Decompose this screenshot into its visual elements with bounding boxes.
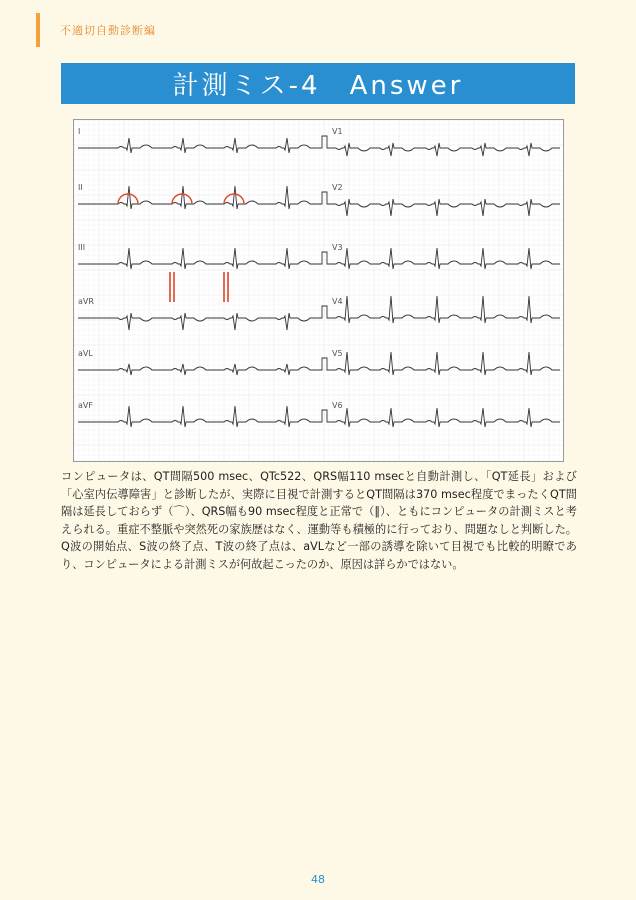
ecg-grid <box>74 120 563 461</box>
section-label: 不適切自動診断編 <box>60 24 156 37</box>
ecg-trace-v2 <box>330 199 560 216</box>
calibration-pulse <box>320 136 330 148</box>
section-accent-bar <box>36 13 40 47</box>
lead-label: III <box>78 243 86 252</box>
lead-label: I <box>78 127 81 136</box>
ecg-figure <box>73 119 564 462</box>
lead-label: II <box>78 183 83 192</box>
page-title: 計測ミス-4 Answer <box>61 63 575 104</box>
lead-label: aVF <box>78 401 93 410</box>
lead-label: V5 <box>332 349 343 358</box>
ecg-trace-v3 <box>330 248 560 269</box>
calibration-pulse <box>320 192 330 204</box>
lead-label: V2 <box>332 183 343 192</box>
lead-label: V3 <box>332 243 343 252</box>
ecg-tracing <box>74 120 563 461</box>
lead-label: V4 <box>332 297 343 306</box>
calibration-pulse <box>320 306 330 318</box>
lead-label: aVL <box>78 349 93 358</box>
body-text <box>61 468 577 574</box>
calibration-pulse <box>320 252 330 264</box>
lead-label: V6 <box>332 401 343 410</box>
page-number: 48 <box>311 873 325 886</box>
lead-label: aVR <box>78 297 94 306</box>
ecg-trace-v5 <box>330 352 560 375</box>
body-paragraph: コンピュータは、QT間隔500 msec、QTc522、QRS幅110 msecと自動計測し、「QT延長」および「心室内伝導障害」と診断したが、実際に目視で計測するとQT間隔は370 msec程度でまったくQT間隔は延長しておらず（⌒）、QRS幅も90 msec程度と正常で（‖）、ともにコンピュータの計測ミスと考えられる。重症不整脈や突然死の家族歴はなく、運動等も積極的に行っており、問題なしと判断した。Q波の開始点、S波の終了点、T波の終了点は、aVLなど一部の誘導を除いて目視でも比較的明瞭であり、コンピュータによる計測ミスが何故起こったのか、原因は詳らかではない。 <box>61 470 577 571</box>
lead-label: V1 <box>332 127 343 136</box>
ecg-trace-v6 <box>330 408 560 427</box>
